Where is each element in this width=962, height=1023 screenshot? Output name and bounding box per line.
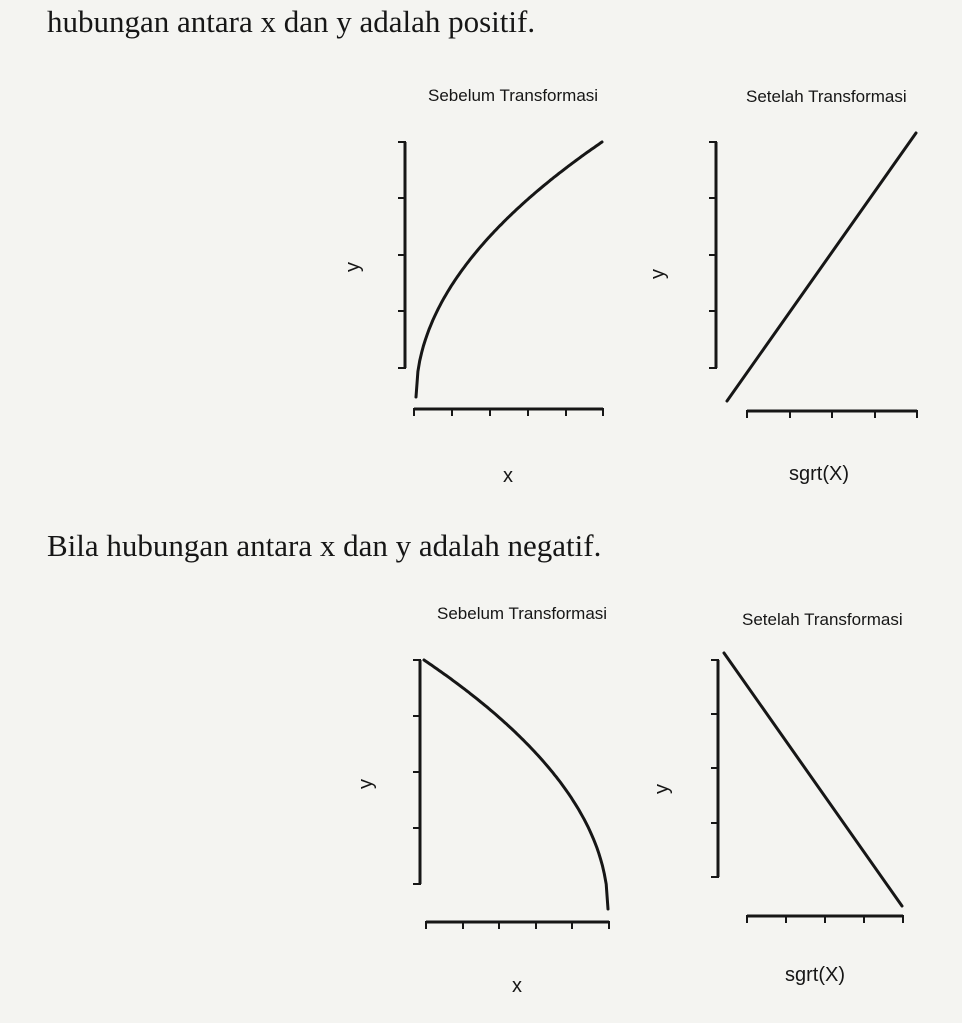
plot-title-before-positive: Sebelum Transformasi xyxy=(428,86,599,105)
series-line xyxy=(424,660,608,909)
series-line xyxy=(727,133,916,401)
plot-title-after-negative: Setelah Transformasi xyxy=(742,610,903,629)
paragraph-negative: Bila hubungan antara x dan y adalah negatif. xyxy=(47,528,602,563)
series-line xyxy=(724,653,902,906)
series-line xyxy=(416,142,602,397)
plot-before-positive xyxy=(398,142,603,416)
plot-after-positive xyxy=(709,133,917,418)
x-axis-label-before-negative: x xyxy=(512,975,522,997)
y-axis-label-before-negative: y xyxy=(355,779,377,789)
x-axis-label-before-positive: x xyxy=(503,465,513,487)
paragraph-positive: hubungan antara x dan y adalah positif. xyxy=(47,4,536,39)
plot-title-before-negative: Sebelum Transformasi xyxy=(437,604,608,623)
plot-title-after-positive: Setelah Transformasi xyxy=(746,87,907,106)
y-axis-label-before-positive: y xyxy=(342,262,364,272)
x-axis-label-after-positive: sgrt(X) xyxy=(789,463,849,485)
plot-after-negative xyxy=(711,653,903,923)
plot-before-negative xyxy=(413,660,609,929)
y-axis-label-after-negative: y xyxy=(651,784,673,794)
y-axis-label-after-positive: y xyxy=(647,269,669,279)
x-axis-label-after-negative: sgrt(X) xyxy=(785,964,845,986)
